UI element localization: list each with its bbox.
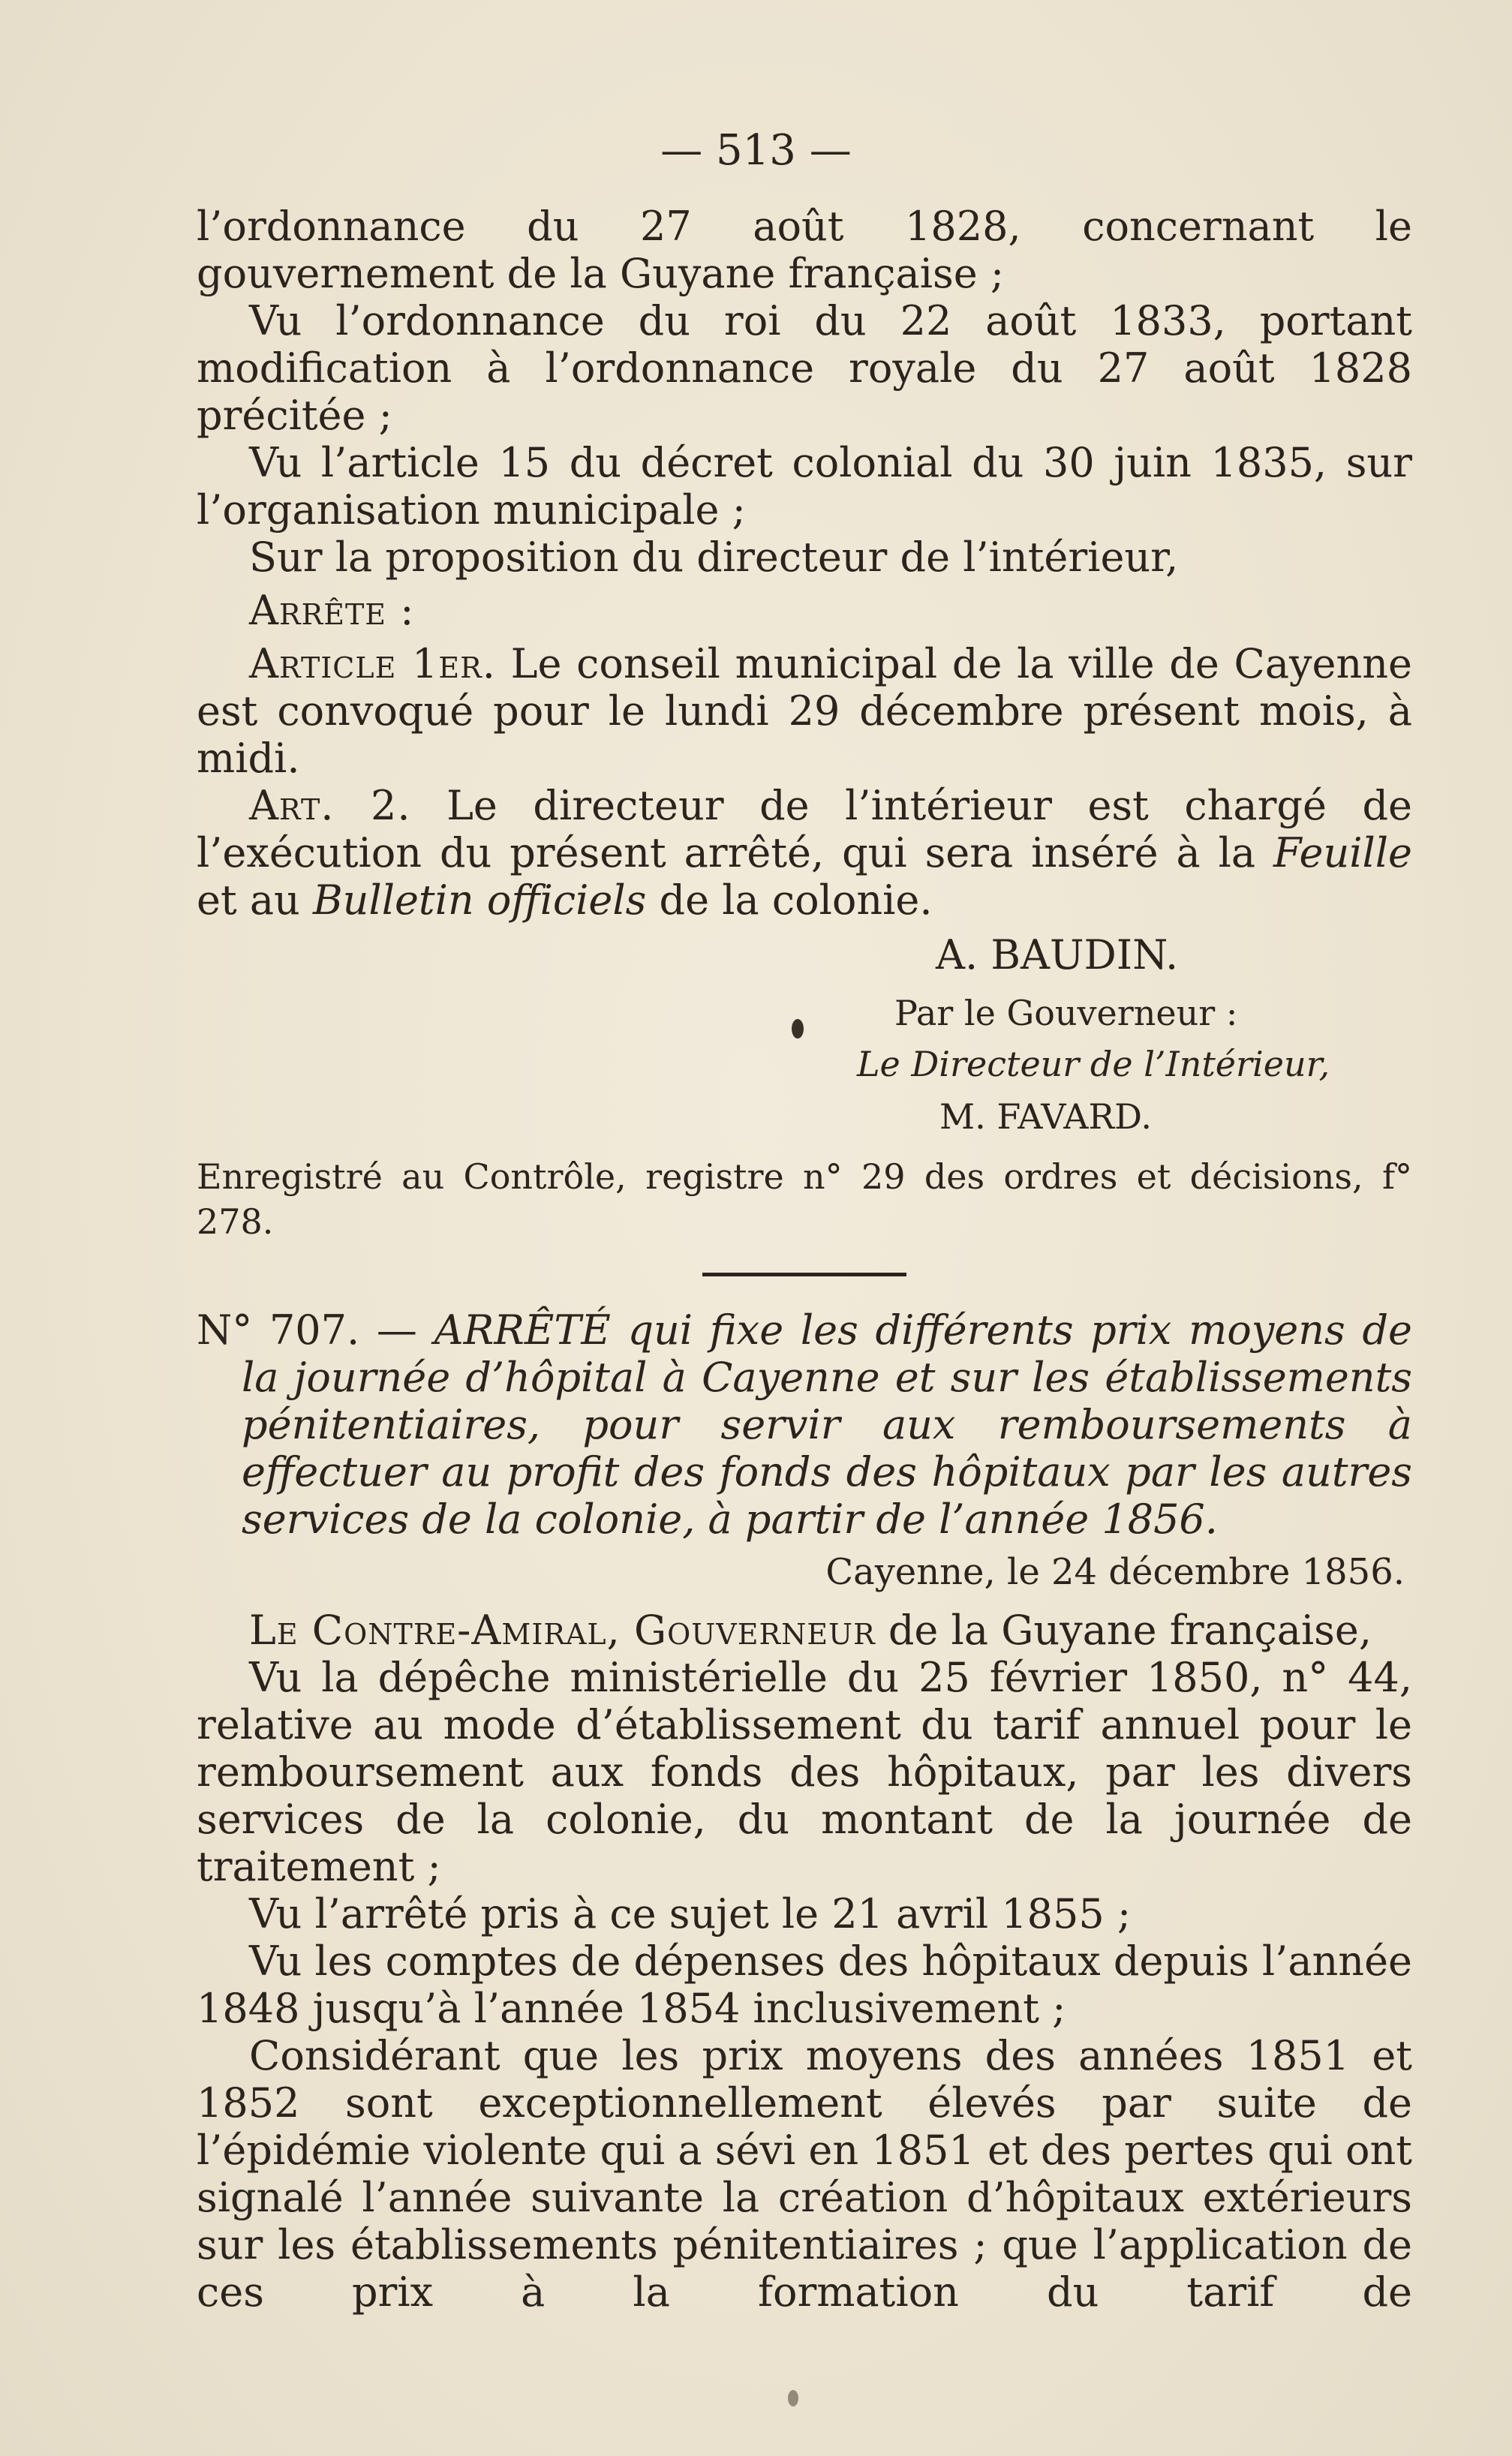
heading-arrete: Arrête : xyxy=(249,587,415,634)
article-2-text-b: et au xyxy=(197,876,313,924)
directeur-interieur: Le Directeur de l’Intérieur, xyxy=(857,1044,1330,1084)
enregistrement-note: Enregistré au Contrôle, registre n° 29 des ordres et décisions, f° 278. xyxy=(197,1156,1412,1242)
article-2-feuille: Feuille xyxy=(1273,829,1412,876)
paragraph-article-1 xyxy=(197,640,1412,782)
paragraph-comptes: Vu les comptes de dépenses des hôpitaux depuis l’année 1848 jusqu’à l’année 1854 inclusivement ; xyxy=(197,1937,1412,2032)
article-1-text: Le conseil municipal de la ville de Cayenne est convoqué pour le lundi 29 décembre présent mois, à midi. xyxy=(197,640,1412,782)
document-body xyxy=(197,203,1412,2316)
article-2-text-a: Le directeur de l’intérieur est chargé de l’exécution du présent arrêté, qui sera inséré à la xyxy=(197,782,1413,876)
par-le-gouverneur: Par le Gouverneur : xyxy=(894,993,1238,1033)
intro-gouverneur: Le Contre-Amiral, Gouverneur xyxy=(249,1607,876,1654)
paragraph-intro xyxy=(197,1607,1412,1654)
paragraph-article-2 xyxy=(197,782,1412,924)
paragraph-article-15: Vu l’article 15 du décret colonial du 30 juin 1835, sur l’organisation municipale ; xyxy=(197,439,1412,534)
page-number: — 513 — xyxy=(660,126,852,175)
arrete-number: N° 707. — xyxy=(197,1306,417,1354)
paragraph-proposition: Sur la proposition du directeur de l’intérieur, xyxy=(249,534,1179,581)
arrete-title-text: ARRÊTÉ qui fixe les différents prix moyens de la journée d’hôpital à Cayenne et sur les établissements pénitentiaires, pour servir aux remboursements à effectuer au profit des fonds des hôpitaux par les autres services de la colonie, à partir de l’année 1856. xyxy=(242,1306,1412,1543)
signature-favard: M. FAVARD. xyxy=(939,1096,1153,1137)
article-2-label: Art. 2. xyxy=(249,782,411,829)
section-divider xyxy=(702,1273,906,1276)
paragraph-arrete-1855: Vu l’arrêté pris à ce sujet le 21 avril 1855 ; xyxy=(249,1890,1132,1937)
arrete-date: Cayenne, le 24 décembre 1856. xyxy=(825,1551,1405,1593)
intro-rest: de la Guyane française, xyxy=(875,1607,1372,1654)
paragraph-considerant: Considérant que les prix moyens des années 1851 et 1852 sont exceptionnellement élevés par suite de l’épidémie violente qui a sévi en 1851 et des pertes qui ont signalé l’année suivante la création d’hôpitaux extérieurs sur les établissements pénitentiaires ; que l’application de ces prix à la formation du tarif de xyxy=(197,2032,1412,2316)
paper-blemish xyxy=(788,2390,798,2406)
paragraph-ordonnance-1833: Vu l’ordonnance du roi du 22 août 1833, portant modification à l’ordonnance royale du 27 août 1828 précitée ; xyxy=(197,297,1412,439)
article-1-label: Article 1er. xyxy=(249,640,496,687)
article-2-bulletin: Bulletin officiels xyxy=(312,876,647,924)
paragraph-depeche: Vu la dépêche ministérielle du 25 février 1850, n° 44, relative au mode d’établissement du tarif annuel pour le remboursement aux fonds des hôpitaux, par les divers services de la colonie, du montant de la journée de traitement ; xyxy=(197,1654,1412,1890)
paragraph-ordonnance-1828: l’ordonnance du 27 août 1828, concernant le gouvernement de la Guyane française ; xyxy=(197,203,1412,297)
signature-baudin: A. BAUDIN. xyxy=(936,931,1179,978)
arrete-707-title xyxy=(197,1306,1412,1543)
article-2-text-c: de la colonie. xyxy=(646,876,933,924)
ink-blot xyxy=(792,1019,804,1039)
